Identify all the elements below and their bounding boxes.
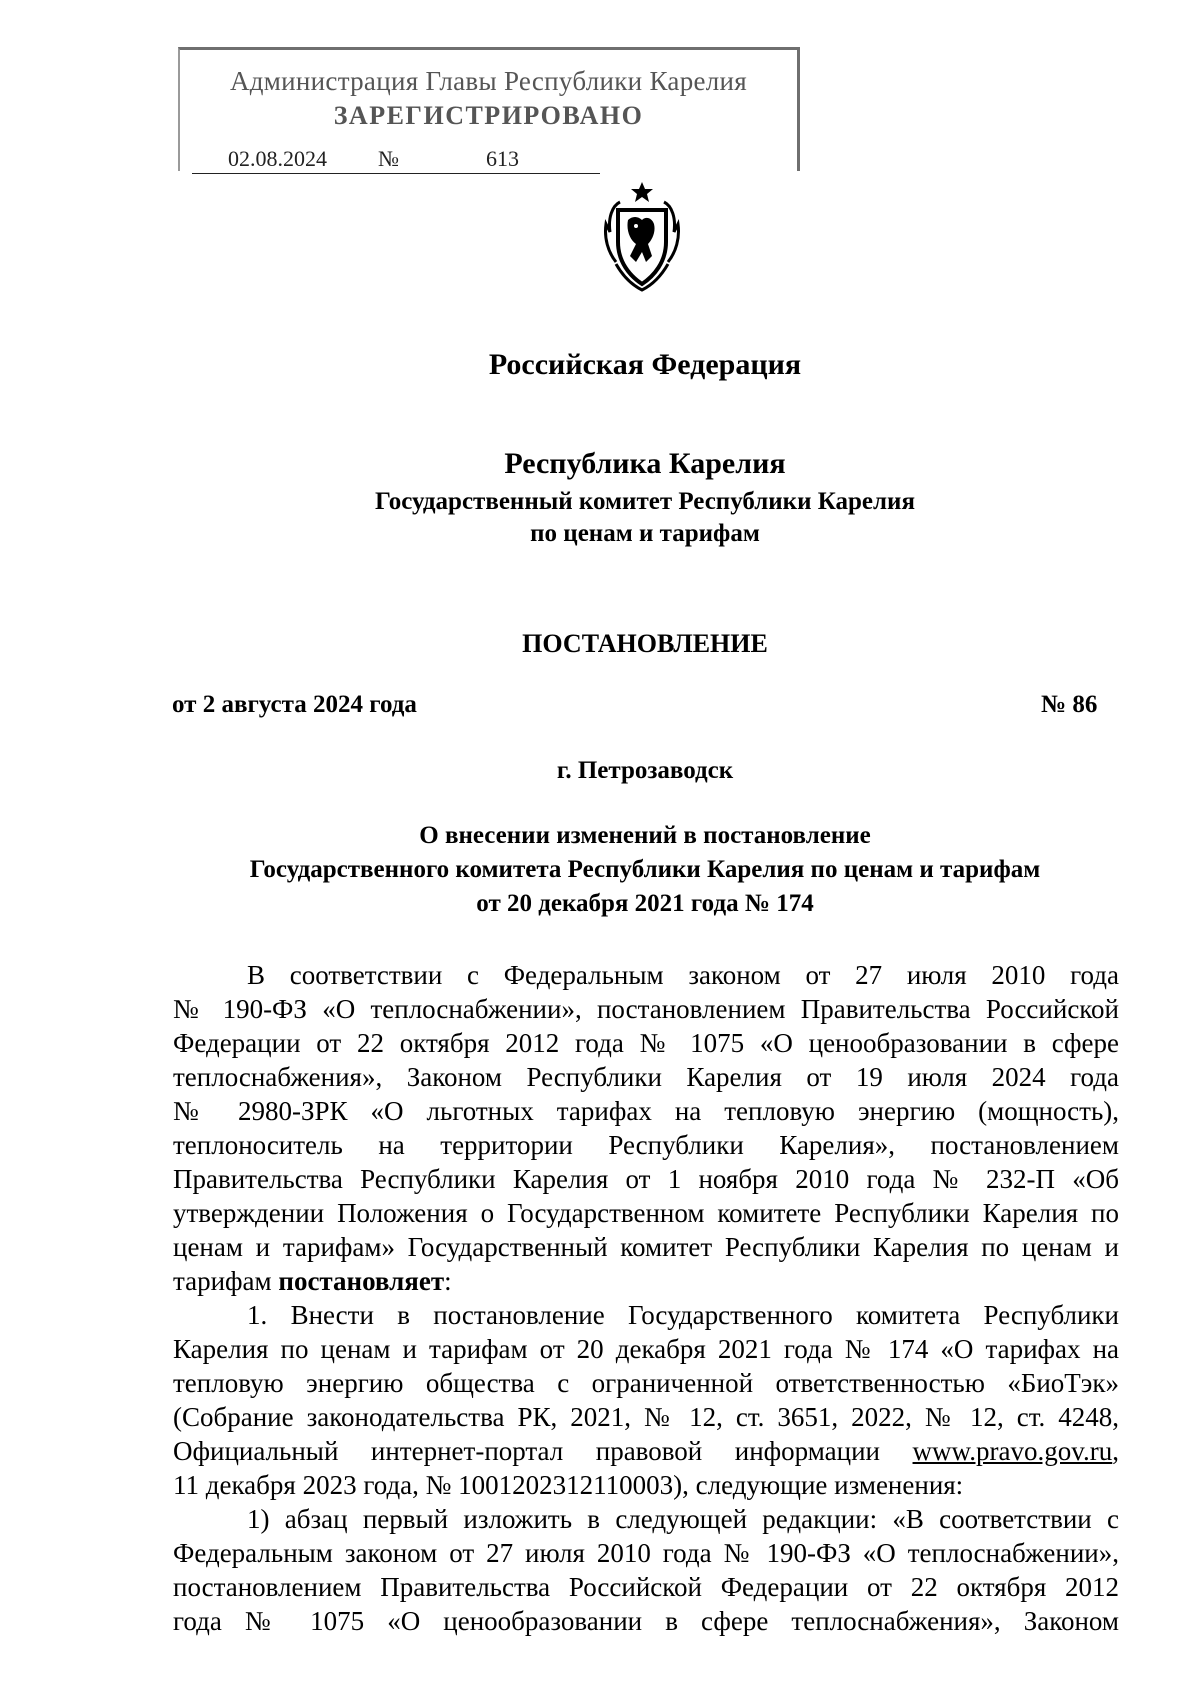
- doc-number: № 86: [1041, 691, 1098, 718]
- link-line-end: ,: [1112, 1436, 1119, 1466]
- body-line: года № 1075 «О ценообразовании в сфере теплоснабжения», Законом: [173, 1606, 1119, 1636]
- header-committee-line1: Государственный комитет Республики Карелия: [375, 488, 915, 515]
- header-federation: Российская Федерация: [488, 348, 802, 381]
- title-line3: от 20 декабря 2021 года № 174: [476, 890, 814, 917]
- body-line: постановлением Правительства Российской Федерации от 22 октября 2012: [173, 1572, 1119, 1602]
- stamp-registered: ЗАРЕГИСТРИРОВАНО: [333, 101, 644, 130]
- header-committee-line2: по ценам и тарифам: [530, 520, 760, 547]
- coat-of-arms-icon: [598, 180, 686, 292]
- resolves-keyword: постановляет: [278, 1266, 445, 1296]
- body-line: № 190-ФЗ «О теплоснабжении», постановлением Правительства Российской: [173, 994, 1119, 1024]
- body-line: утверждении Положения о Государственном комитете Республики Карелия по: [173, 1198, 1119, 1228]
- stamp-underline: [192, 173, 600, 174]
- resolves-end: :: [444, 1266, 452, 1296]
- link-line-start: Официальный интернет-портал правовой информации: [173, 1436, 913, 1466]
- doc-city: г. Петрозаводск: [556, 757, 734, 784]
- body-line: Федеральным законом от 27 июля 2010 года № 190-ФЗ «О теплоснабжении»,: [173, 1538, 1119, 1568]
- header-republic: Республика Карелия: [504, 447, 786, 480]
- title-line1: О внесении изменений в постановление: [419, 822, 871, 849]
- body-line: 11 декабря 2023 года, № 1001202312110003), следующие изменения:: [173, 1470, 964, 1500]
- stamp-number-sign: №: [378, 146, 399, 171]
- title-line2: Государственного комитета Республики Карелия по ценам и тарифам: [249, 856, 1041, 883]
- body-line: ценам и тарифам» Государственный комитет Республики Карелия по ценам и: [173, 1232, 1119, 1262]
- body-line: теплоноситель на территории Республики Карелия», постановлением: [173, 1130, 1119, 1160]
- body-line: (Собрание законодательства РК, 2021, № 12, ст. 3651, 2022, № 12, ст. 4248,: [173, 1402, 1119, 1432]
- body-line-link: [173, 1434, 1119, 1468]
- pravo-link[interactable]: www.pravo.gov.ru: [912, 1436, 1113, 1466]
- body-line: № 2980-ЗРК «О льготных тарифах на тепловую энергию (мощность),: [173, 1096, 1119, 1126]
- doc-type: ПОСТАНОВЛЕНИЕ: [522, 629, 768, 658]
- body-line-resolves: [173, 1264, 1119, 1298]
- resolves-start: тарифам: [173, 1266, 279, 1296]
- registration-stamp: [178, 47, 800, 171]
- body-line: Федерации от 22 октября 2012 года № 1075 «О ценообразовании в сфере: [173, 1028, 1119, 1058]
- body-line: Карелия по ценам и тарифам от 20 декабря 2021 года № 174 «О тарифах на: [173, 1334, 1119, 1364]
- stamp-authority: Администрация Главы Республики Карелия: [229, 66, 748, 96]
- body-line: 1) абзац первый изложить в следующей редакции: «В соответствии с: [247, 1504, 1119, 1534]
- doc-date: от 2 августа 2024 года: [172, 691, 417, 718]
- body-line: тепловую энергию общества с ограниченной ответственностью «БиоТэк»: [173, 1368, 1119, 1398]
- stamp-date: 02.08.2024: [228, 146, 327, 171]
- body-line: теплоснабжения», Законом Республики Карелия от 19 июля 2024 года: [173, 1062, 1119, 1092]
- body-line: В соответствии с Федеральным законом от 27 июля 2010 года: [247, 960, 1119, 990]
- body-line: 1. Внести в постановление Государственного комитета Республики: [247, 1300, 1119, 1330]
- stamp-number: 613: [486, 146, 519, 171]
- body-line: Правительства Республики Карелия от 1 ноября 2010 года № 232-П «Об: [173, 1164, 1119, 1194]
